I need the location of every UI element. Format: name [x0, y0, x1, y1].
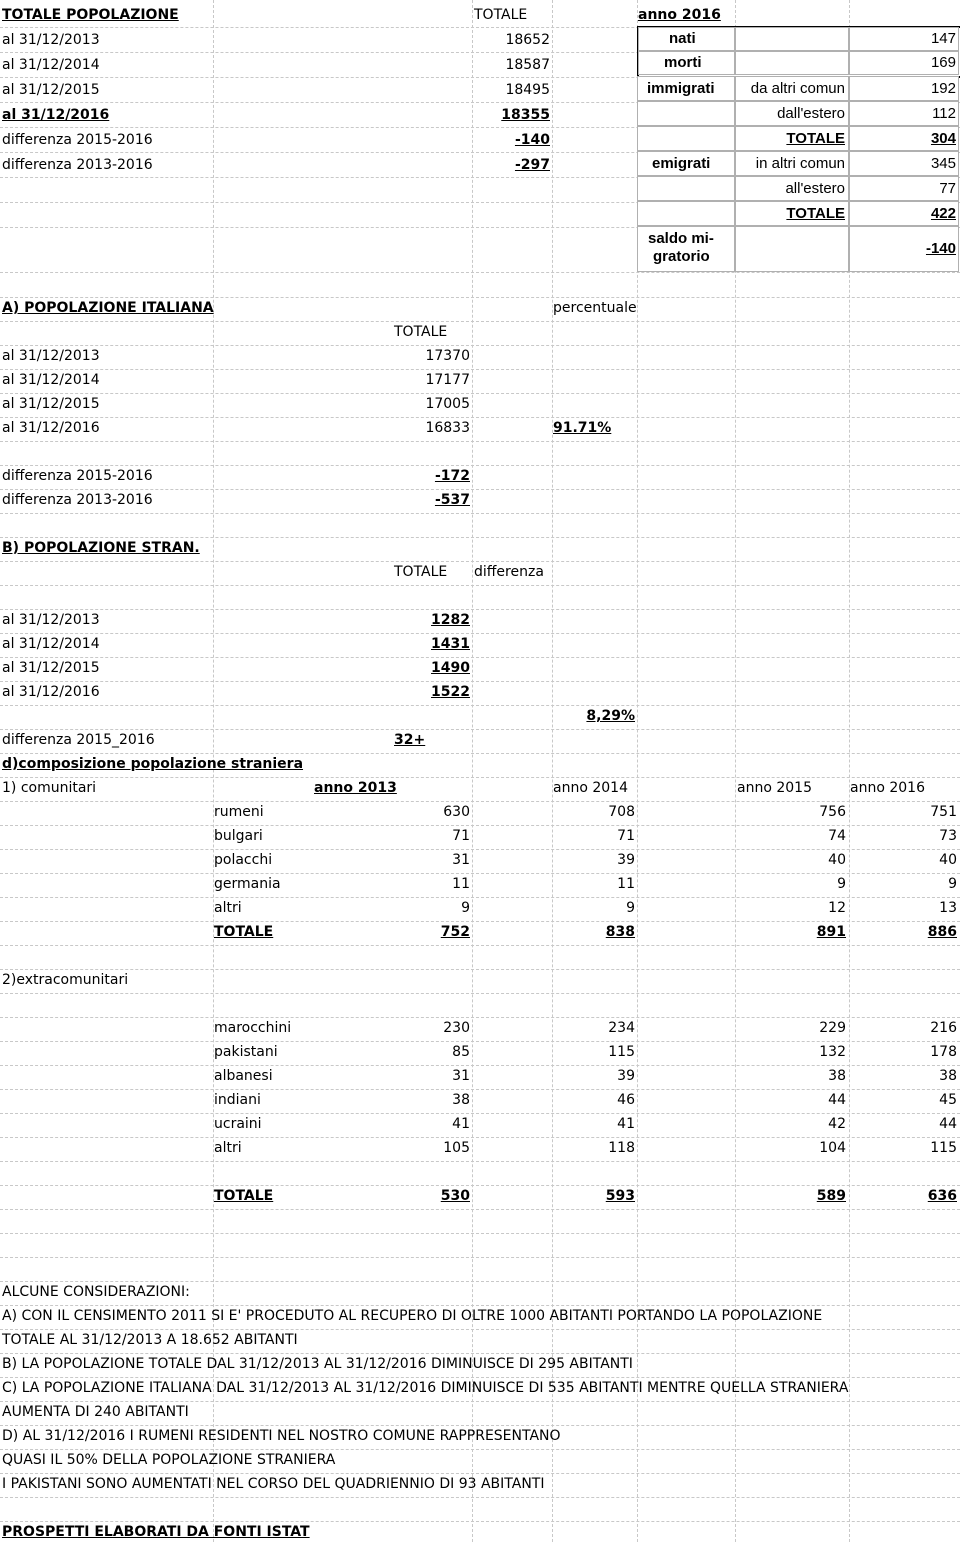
nationality-name: indiani: [214, 1092, 261, 1108]
totale-row-value: 18652: [505, 32, 550, 48]
nationality-value: 40: [939, 852, 957, 868]
gridline: [0, 681, 960, 682]
immigrati-v2: 112: [932, 105, 956, 122]
immigrati-sub2: dall'estero: [777, 105, 845, 122]
saldo-value: -140: [925, 240, 956, 257]
gridline: [0, 1329, 960, 1330]
gridline: [0, 1521, 960, 1522]
italiana-diff-value: -537: [434, 492, 470, 508]
italiana-row-label: al 31/12/2013: [2, 348, 100, 364]
gridline: [0, 321, 960, 322]
immigrati-tot-label: TOTALE: [786, 130, 845, 147]
emigrati-sub1: in altri comun: [755, 155, 845, 172]
composition-total-value: 530: [440, 1188, 470, 1204]
morti-label: morti: [664, 54, 702, 71]
totale-diff-label: differenza 2015-2016: [2, 132, 153, 148]
gridline: [0, 1473, 960, 1474]
gridline: [0, 465, 960, 466]
year-header: anno 2016: [850, 780, 925, 796]
gridline: [0, 1161, 960, 1162]
italiana-row-value: 17370: [425, 348, 470, 364]
composition-total-value: 636: [927, 1188, 957, 1204]
gridline: [0, 537, 960, 538]
totale-title: TOTALE POPOLAZIONE: [2, 7, 179, 23]
gridline: [0, 513, 960, 514]
composizione-title: d)composizione popolazione straniera: [2, 756, 304, 772]
gridline: [0, 393, 960, 394]
totale-row-value: 18587: [505, 57, 550, 73]
nationality-name: germania: [214, 876, 281, 892]
emigrati-tot-label: TOTALE: [786, 205, 845, 222]
nati-label-cell: [638, 27, 735, 51]
immigrati-tot-label-cell: [735, 126, 849, 151]
gridline: [0, 1233, 960, 1234]
italiana-row-value: 17005: [425, 396, 470, 412]
composition-total-value: 752: [440, 924, 470, 940]
gridline: [0, 561, 960, 562]
emigrati-v2: 77: [939, 180, 956, 197]
gridline: [0, 609, 960, 610]
considerazioni-line: TOTALE AL 31/12/2013 A 18.652 ABITANTI: [2, 1332, 298, 1348]
morti-value: 169: [930, 54, 956, 71]
nationality-value: 41: [452, 1116, 470, 1132]
empty-cell: [637, 126, 735, 151]
nationality-value: 13: [939, 900, 957, 916]
immigrati-v2-cell: [849, 101, 959, 126]
gridline: [0, 993, 960, 994]
totale-row-value: 18355: [501, 107, 550, 123]
emigrati-tot-label-cell: [735, 201, 849, 226]
italiana-diff-value: -172: [434, 468, 470, 484]
composition-total-label: TOTALE: [214, 924, 274, 940]
nationality-value: 630: [443, 804, 470, 820]
nationality-value: 118: [608, 1140, 635, 1156]
straniera-diff-label: differenza 2015_2016: [2, 732, 155, 748]
morti-label-cell: [638, 51, 735, 75]
gridline: [0, 825, 960, 826]
year-header: anno 2014: [553, 780, 628, 796]
emigrati-v2-cell: [849, 176, 959, 201]
gridline: [0, 657, 960, 658]
nationality-name: albanesi: [214, 1068, 273, 1084]
emigrati-sub1-cell: [735, 151, 849, 176]
nationality-value: 708: [608, 804, 635, 820]
nationality-value: 45: [939, 1092, 957, 1108]
gridline: [0, 1185, 960, 1186]
gridline: [0, 417, 960, 418]
gridline: [0, 272, 960, 273]
nationality-value: 9: [837, 876, 846, 892]
italiana-diff-label: differenza 2013-2016: [2, 492, 153, 508]
nationality-name: polacchi: [214, 852, 273, 868]
nationality-value: 230: [443, 1020, 470, 1036]
considerazioni-line: ALCUNE CONSIDERAZIONI:: [2, 1284, 190, 1300]
straniera-row-value: 1431: [431, 636, 470, 652]
italiana-row-label: al 31/12/2014: [2, 372, 100, 388]
emigrati-tot-cell: [849, 201, 959, 226]
immigrati-v1-cell: [849, 76, 959, 101]
totale-diff-value: -140: [514, 132, 550, 148]
nationality-name: rumeni: [214, 804, 264, 820]
straniera-title: B) POPOLAZIONE STRAN.: [2, 540, 200, 556]
straniera-diff-value: 32+: [394, 732, 426, 748]
empty-cell: [735, 51, 849, 75]
emigrati-label: emigrati: [652, 155, 711, 172]
composition-total-value: 886: [927, 924, 957, 940]
straniera-row-label: al 31/12/2015: [2, 660, 100, 676]
nationality-value: 41: [617, 1116, 635, 1132]
considerazioni-line: QUASI IL 50% DELLA POPOLAZIONE STRANIERA: [2, 1452, 336, 1468]
gridline: [0, 729, 960, 730]
nationality-value: 38: [828, 1068, 846, 1084]
nationality-name: altri: [214, 1140, 242, 1156]
totale-diff-label: differenza 2013-2016: [2, 157, 153, 173]
empty-cell: [637, 176, 735, 201]
nationality-value: 85: [452, 1044, 470, 1060]
gridline: [0, 849, 960, 850]
nationality-name: pakistani: [214, 1044, 278, 1060]
nationality-value: 132: [819, 1044, 846, 1060]
gridline: [0, 297, 960, 298]
totale-row-label: al 31/12/2016: [2, 107, 110, 123]
empty-cell: [735, 27, 849, 51]
gridline: [0, 873, 960, 874]
nationality-value: 229: [819, 1020, 846, 1036]
nationality-name: ucraini: [214, 1116, 262, 1132]
considerazioni-line: D) AL 31/12/2016 I RUMENI RESIDENTI NEL NOSTRO COMUNE RAPPRESENTANO: [2, 1428, 561, 1444]
emigrati-sub2: all'estero: [785, 180, 845, 197]
comunitari-label: 1) comunitari: [2, 780, 97, 796]
totale-row-label: al 31/12/2014: [2, 57, 100, 73]
nationality-value: 31: [452, 852, 470, 868]
saldo-label-cell: [637, 226, 735, 272]
gridline: [0, 1065, 960, 1066]
nationality-value: 71: [617, 828, 635, 844]
gridline: [0, 705, 960, 706]
immigrati-label-cell: [637, 76, 735, 101]
gridline: [0, 1017, 960, 1018]
italiana-row-value: 16833: [425, 420, 470, 436]
emigrati-v1: 345: [930, 155, 956, 172]
straniera-row-value: 1522: [431, 684, 470, 700]
totale-col-header: TOTALE: [474, 7, 528, 23]
nationality-value: 42: [828, 1116, 846, 1132]
straniera-row-label: al 31/12/2014: [2, 636, 100, 652]
composition-total-value: 589: [816, 1188, 846, 1204]
immigrati-sub1: da altri comun: [750, 80, 845, 97]
year-header: anno 2013: [314, 780, 397, 796]
gridline: [0, 585, 960, 586]
nationality-value: 38: [939, 1068, 957, 1084]
considerazioni-line: AUMENTA DI 240 ABITANTI: [2, 1404, 189, 1420]
nationality-value: 71: [452, 828, 470, 844]
nationality-value: 44: [828, 1092, 846, 1108]
totale-row-value: 18495: [505, 82, 550, 98]
nationality-name: altri: [214, 900, 242, 916]
straniera-col-header: TOTALE: [394, 564, 448, 580]
gridline: [0, 1425, 960, 1426]
composition-total-label: TOTALE: [214, 1188, 274, 1204]
gridline: [0, 1305, 960, 1306]
nationality-value: 115: [608, 1044, 635, 1060]
nationality-value: 216: [930, 1020, 957, 1036]
italiana-col-header: TOTALE: [394, 324, 448, 340]
nationality-value: 11: [617, 876, 635, 892]
gridline: [0, 1401, 960, 1402]
gridline: [0, 345, 960, 346]
nationality-value: 115: [930, 1140, 957, 1156]
gridline: [0, 489, 960, 490]
morti-value-cell: [849, 51, 959, 75]
empty-cell: [637, 101, 735, 126]
italiana-row-label: al 31/12/2016: [2, 420, 100, 436]
straniera-row-value: 1490: [431, 660, 470, 676]
gridline: [0, 441, 960, 442]
nationality-value: 39: [617, 852, 635, 868]
nationality-value: 46: [617, 1092, 635, 1108]
gridline: [0, 1137, 960, 1138]
emigrati-v1-cell: [849, 151, 959, 176]
gridline: [0, 801, 960, 802]
gridline: [0, 777, 960, 778]
nationality-value: 178: [930, 1044, 957, 1060]
saldo-label: saldo mi-: [648, 230, 714, 247]
composition-total-value: 838: [605, 924, 635, 940]
nati-value: 147: [930, 30, 956, 47]
gridline: [0, 1113, 960, 1114]
gridline: [0, 1377, 960, 1378]
gridline: [0, 1089, 960, 1090]
nationality-value: 9: [461, 900, 470, 916]
gridline: [0, 753, 960, 754]
nati-value-cell: [849, 27, 959, 51]
extracomunitari-label: 2)extracomunitari: [2, 972, 129, 988]
anno2016-title: anno 2016: [638, 7, 721, 23]
nationality-name: marocchini: [214, 1020, 292, 1036]
nati-label: nati: [669, 30, 696, 47]
nationality-value: 40: [828, 852, 846, 868]
nationality-value: 12: [828, 900, 846, 916]
nationality-value: 74: [828, 828, 846, 844]
straniera-row-label: al 31/12/2013: [2, 612, 100, 628]
nationality-value: 38: [452, 1092, 470, 1108]
nationality-value: 9: [626, 900, 635, 916]
gridline: [0, 1449, 960, 1450]
italiana-perc: 91.71%: [553, 420, 612, 436]
immigrati-label: immigrati: [647, 80, 715, 97]
gridline: [0, 969, 960, 970]
year-header: anno 2015: [737, 780, 812, 796]
immigrati-tot: 304: [930, 130, 956, 147]
considerazioni-line: I PAKISTANI SONO AUMENTATI NEL CORSO DEL QUADRIENNIO DI 93 ABITANTI: [2, 1476, 545, 1492]
saldo-value-cell: [849, 226, 959, 272]
gridline: [0, 1257, 960, 1258]
immigrati-tot-cell: [849, 126, 959, 151]
empty-cell: [735, 226, 849, 272]
emigrati-label-cell: [637, 151, 735, 176]
nationality-value: 756: [819, 804, 846, 820]
straniera-col-diff: differenza: [474, 564, 544, 580]
gridline: [0, 1209, 960, 1210]
empty-cell: [637, 201, 735, 226]
gridline: [0, 1353, 960, 1354]
composition-total-value: 593: [605, 1188, 635, 1204]
italiana-diff-label: differenza 2015-2016: [2, 468, 153, 484]
gridline: [0, 1281, 960, 1282]
nationality-value: 234: [608, 1020, 635, 1036]
straniera-perc: 8,29%: [586, 708, 635, 724]
gridline: [0, 633, 960, 634]
gridline: [0, 1497, 960, 1498]
totale-diff-value: -297: [514, 157, 550, 173]
italiana-row-value: 17177: [425, 372, 470, 388]
immigrati-v1: 192: [930, 80, 956, 97]
nationality-value: 11: [452, 876, 470, 892]
straniera-row-value: 1282: [431, 612, 470, 628]
italiana-row-label: al 31/12/2015: [2, 396, 100, 412]
considerazioni-line: C) LA POPOLAZIONE ITALIANA DAL 31/12/2013 AL 31/12/2016 DIMINUISCE DI 535 ABITANTI MENTRE QUELLA STRANIERA: [2, 1380, 849, 1396]
italiana-title: A) POPOLAZIONE ITALIANA: [2, 300, 214, 316]
emigrati-sub2-cell: [735, 176, 849, 201]
fonte-note: PROSPETTI ELABORATI DA FONTI ISTAT: [2, 1524, 310, 1540]
emigrati-tot: 422: [930, 205, 956, 222]
totale-row-label: al 31/12/2013: [2, 32, 100, 48]
gridline: [0, 921, 960, 922]
nationality-value: 73: [939, 828, 957, 844]
immigrati-sub2-cell: [735, 101, 849, 126]
nationality-value: 9: [948, 876, 957, 892]
gridline: [0, 897, 960, 898]
nationality-value: 31: [452, 1068, 470, 1084]
nationality-name: bulgari: [214, 828, 263, 844]
considerazioni-line: B) LA POPOLAZIONE TOTALE DAL 31/12/2013 AL 31/12/2016 DIMINUISCE DI 295 ABITANTI: [2, 1356, 633, 1372]
straniera-row-label: al 31/12/2016: [2, 684, 100, 700]
gridline: [0, 945, 960, 946]
composition-total-value: 891: [816, 924, 846, 940]
nationality-value: 751: [930, 804, 957, 820]
italiana-perc-header: percentuale: [553, 300, 637, 316]
considerazioni-line: A) CON IL CENSIMENTO 2011 SI E' PROCEDUTO AL RECUPERO DI OLTRE 1000 ABITANTI PORTANDO LA POPOLAZIONE: [2, 1308, 823, 1324]
gridline: [0, 369, 960, 370]
gridline: [0, 1041, 960, 1042]
immigrati-sub1-cell: [735, 76, 849, 101]
nationality-value: 104: [819, 1140, 846, 1156]
nationality-value: 39: [617, 1068, 635, 1084]
nationality-value: 105: [443, 1140, 470, 1156]
nationality-value: 44: [939, 1116, 957, 1132]
saldo-label: gratorio: [653, 248, 710, 265]
totale-row-label: al 31/12/2015: [2, 82, 100, 98]
